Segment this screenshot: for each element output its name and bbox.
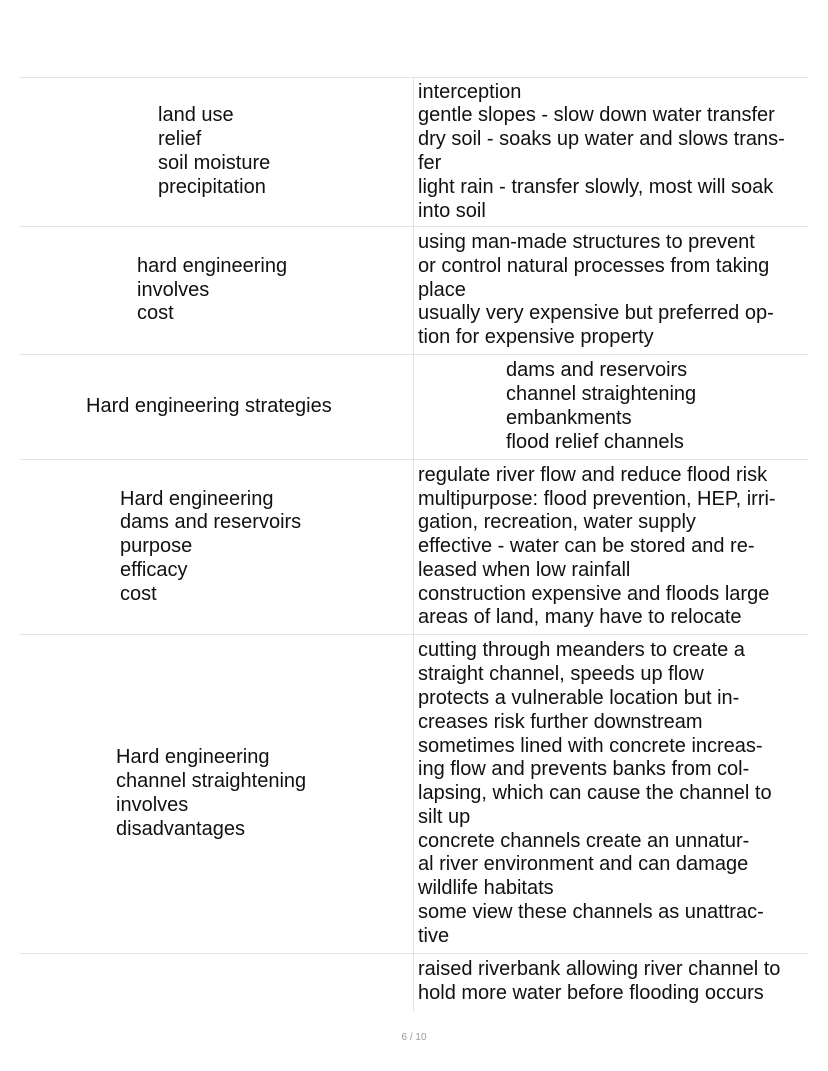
term-line: efficacy <box>120 558 188 581</box>
definition-line: dams and reservoirs <box>506 359 688 382</box>
definition-line: light rain - transfer slowly, most will soak <box>418 175 774 198</box>
table-row <box>20 78 808 227</box>
definition-line: or control natural processes from taking <box>418 254 770 277</box>
term-cell <box>20 227 414 354</box>
definition-line: silt up <box>418 805 471 828</box>
definition-cell <box>414 78 808 226</box>
definition-line: areas of land, many have to relocate <box>418 606 742 629</box>
definition-line: regulate river flow and reduce flood risk <box>418 463 768 486</box>
definition-line: into soil <box>418 199 486 222</box>
term-text <box>86 395 332 419</box>
term-line: land use <box>158 104 234 127</box>
term-line: Hard engineering <box>116 746 270 769</box>
table-row <box>20 227 808 355</box>
term-line: relief <box>158 128 202 151</box>
definition-line: creases risk further downstream <box>418 710 703 733</box>
definition-text <box>418 958 780 1006</box>
definition-text <box>418 81 785 224</box>
term-cell <box>20 954 414 1012</box>
table-row <box>20 460 808 635</box>
definition-line: wildlife habitats <box>418 877 554 900</box>
term-text <box>120 488 301 607</box>
term-line: channel straightening <box>116 770 307 793</box>
definition-cell <box>414 355 808 459</box>
term-line: involves <box>137 278 210 301</box>
definition-text <box>418 231 774 350</box>
definition-line: lapsing, which can cause the channel to <box>418 782 772 805</box>
definition-line: leased when low rainfall <box>418 558 631 581</box>
definition-line: usually very expensive but preferred op- <box>418 302 774 325</box>
definition-line: hold more water before flooding occurs <box>418 981 764 1004</box>
term-line: dams and reservoirs <box>120 511 302 534</box>
term-line: purpose <box>120 535 193 558</box>
flashcard-table <box>20 77 808 1012</box>
definition-line: place <box>418 278 466 301</box>
table-row <box>20 635 808 954</box>
definition-line: construction expensive and floods large <box>418 582 770 605</box>
definition-line: multipurpose: flood prevention, HEP, irri- <box>418 487 776 510</box>
definition-text <box>418 464 776 631</box>
definition-line: concrete channels create an unnatur- <box>418 829 750 852</box>
definition-line: gentle slopes - slow down water transfer <box>418 104 775 127</box>
definition-line: flood relief channels <box>506 430 684 453</box>
table-row <box>20 355 808 460</box>
definition-line: cutting through meanders to create a <box>418 639 745 662</box>
term-cell <box>20 78 414 226</box>
definition-text <box>506 359 696 454</box>
definition-cell <box>414 635 808 953</box>
definition-line: channel straightening <box>506 383 697 406</box>
definition-cell <box>414 954 808 1012</box>
definition-line: sometimes lined with concrete increas- <box>418 734 763 757</box>
definition-line: using man-made structures to prevent <box>418 231 755 253</box>
term-cell <box>20 635 414 953</box>
definition-line: tion for expensive property <box>418 326 654 349</box>
definition-line: gation, recreation, water supply <box>418 511 696 534</box>
table-row <box>20 954 808 1012</box>
definition-line: effective - water can be stored and re- <box>418 535 755 558</box>
definition-line: embankments <box>506 407 632 429</box>
definition-cell <box>414 227 808 354</box>
term-line: disadvantages <box>116 817 245 840</box>
definition-line: straight channel, speeds up flow <box>418 663 704 686</box>
definition-line: dry soil - soaks up water and slows trans- <box>418 128 785 151</box>
term-line: involves <box>116 794 189 816</box>
term-line: Hard engineering strategies <box>86 395 332 418</box>
definition-line: some view these channels as unattrac- <box>418 901 764 924</box>
term-line: cost <box>120 582 157 605</box>
definition-text <box>418 639 772 948</box>
definition-line: protects a vulnerable location but in- <box>418 686 740 709</box>
page-indicator: 6 / 10 <box>401 1032 427 1043</box>
definition-line: raised riverbank allowing river channel to <box>418 958 781 980</box>
term-cell <box>20 355 414 459</box>
definition-cell <box>414 460 808 634</box>
definition-line: interception <box>418 80 522 103</box>
definition-line: tive <box>418 924 450 947</box>
term-cell <box>20 460 414 634</box>
term-line: cost <box>137 302 174 325</box>
definition-line: ing flow and prevents banks from col- <box>418 758 750 781</box>
term-text <box>158 104 270 199</box>
definition-line: fer <box>418 152 442 174</box>
term-line: Hard engineering <box>120 487 274 510</box>
term-text <box>116 746 306 841</box>
term-line: soil moisture <box>158 152 271 174</box>
term-line: hard engineering <box>137 254 288 277</box>
definition-line: al river environment and can damage <box>418 853 749 876</box>
term-text <box>137 255 287 326</box>
term-line: precipitation <box>158 175 266 198</box>
